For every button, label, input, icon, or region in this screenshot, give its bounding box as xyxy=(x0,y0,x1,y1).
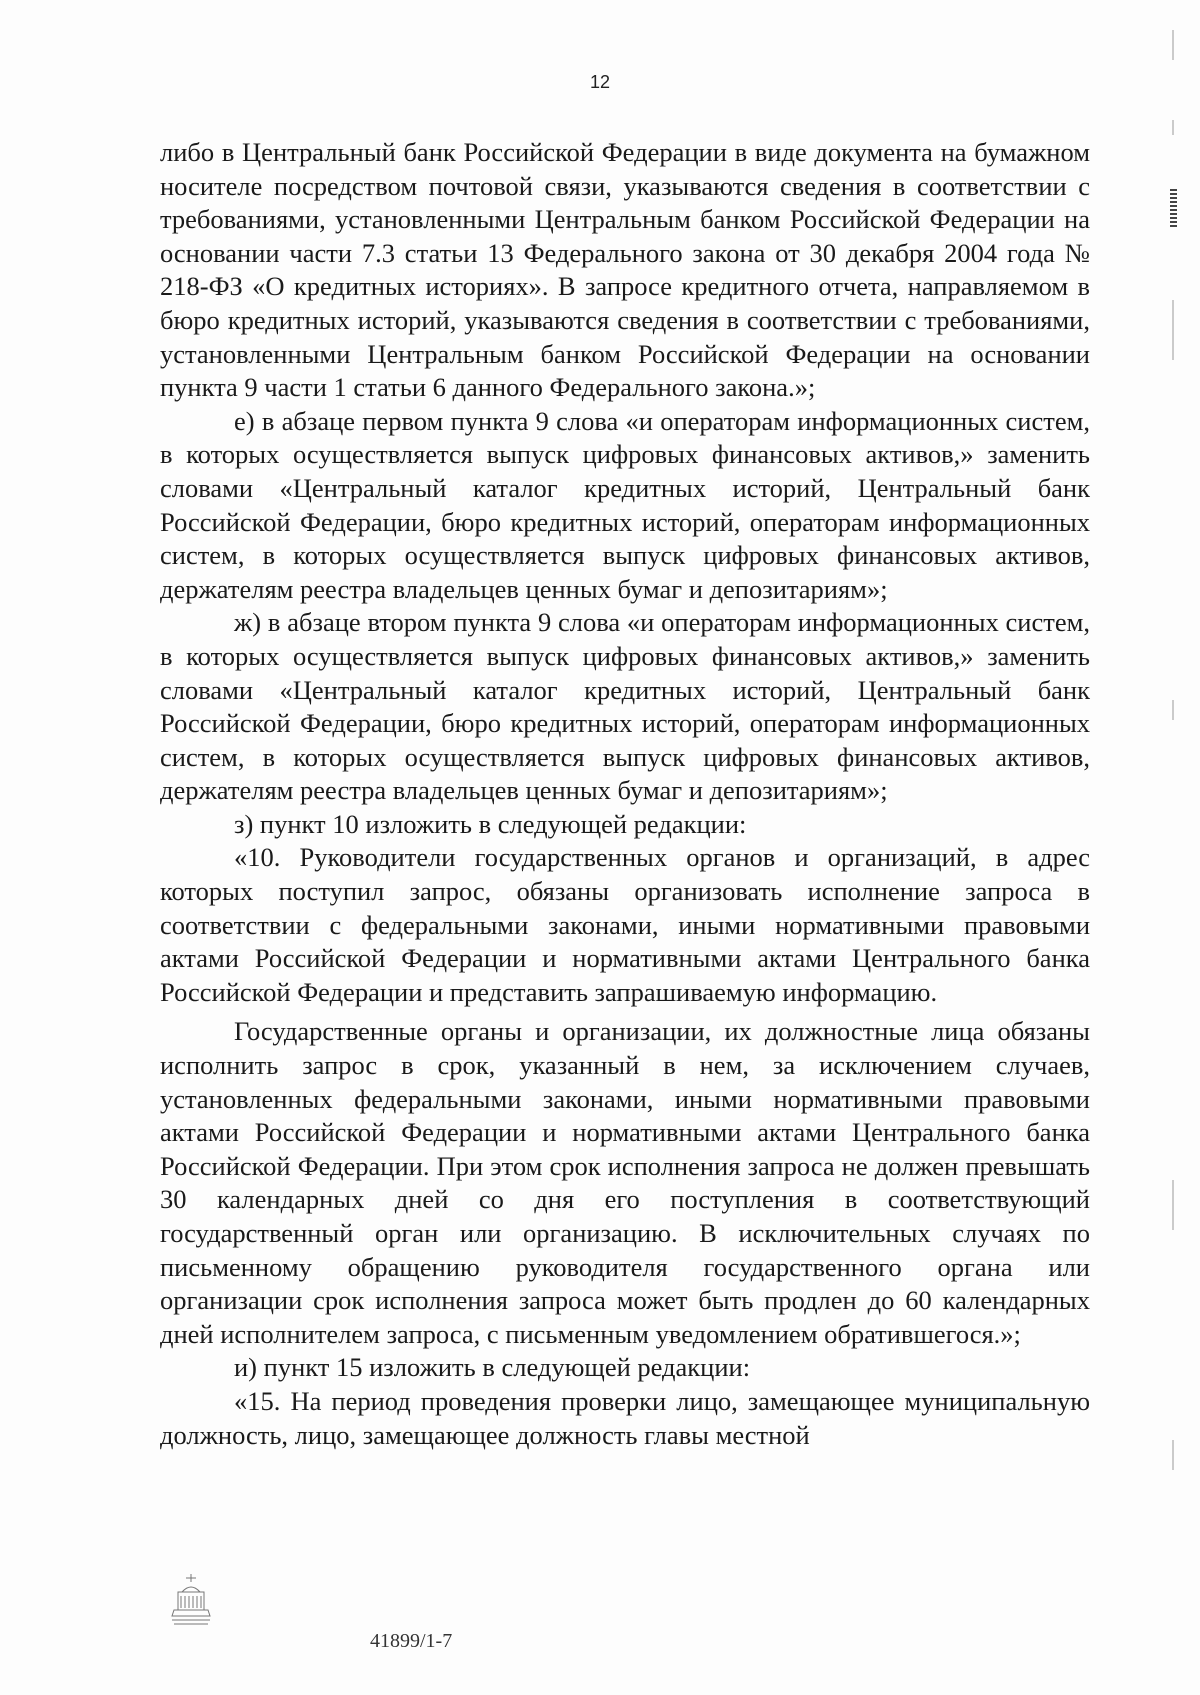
paragraph-item-z: з) пункт 10 изложить в следующей редакции: xyxy=(234,808,747,839)
paragraph-item-zh: ж) в абзаце втором пункта 9 слова «и операторам информационных систем, в которых осуществляется выпуск цифровых финансовых активов,» заменить словами «Центральный каталог кредитных историй, Центральный банк Российской Федерации, бюро кредитных историй, операторам информационных систем, в которых осуществляется выпуск цифровых финансовых активов, держателям реестра владельцев ценных бумаг и депозитариям»; xyxy=(160,607,1090,806)
paragraph-item-i: и) пункт 15 изложить в следующей редакции: xyxy=(234,1352,751,1383)
document-code: 41899/1-7 xyxy=(370,1630,453,1652)
paragraph-point-10: «10. Руководители государственных органов и организаций, в адрес которых поступил запрос, обязаны организовать исполнение запроса в соответствии с федеральными законами, иными нормативными правовыми актами Российской Федерации и нормативными актами Центрального банка Российской Федерации и представить запрашиваемую информацию. xyxy=(160,842,1090,1007)
paragraph-point-10-cont: Государственные органы и организации, их должностные лица обязаны исполнить запрос в срок, указанный в нем, за исключением случаев, установленных федеральными законами, иными нормативными правовыми актами Российской Федерации и нормативными актами Центрального банка Российской Федерации. При этом срок исполнения запроса не должен превышать 30 календарных дней со дня его поступления в соответствующий государственный орган или организацию. В исключительных случаях по письменному обращению руководителя государственного органа или организации срок исполнения запроса может быть продлен до 60 календарных дней исполнителем запроса, с письменным уведомлением обратившегося.»; xyxy=(160,1016,1090,1349)
emblem-icon xyxy=(168,1570,214,1630)
paragraph-item-e: е) в абзаце первом пункта 9 слова «и операторам информационных систем, в которых осуществляется выпуск цифровых финансовых активов,» заменить словами «Центральный каталог кредитных историй, Центральный банк Российской Федерации, бюро кредитных историй, операторам информационных систем, в которых осуществляется выпуск цифровых финансовых активов, держателям реестра владельцев ценных бумаг и депозитариям»; xyxy=(160,405,1090,604)
page-number: 12 xyxy=(589,72,611,92)
document-body xyxy=(160,136,1090,1452)
paragraph-point-15: «15. На период проведения проверки лицо, замещающее муниципальную должность, лицо, замещающее должность главы местной xyxy=(160,1385,1090,1450)
paragraph-continuation: либо в Центральный банк Российской Федерации в виде документа на бумажном носителе посредством почтовой связи, указываются сведения в соответствии с требованиями, установленными Центральным банком Российской Федерации на основании части 7.3 статьи 13 Федерального закона от 30 декабря 2004 года № 218-ФЗ «О кредитных историях». В запросе кредитного отчета, направляемом в бюро кредитных историй, указываются сведения в соответствии с требованиями, установленными Центральным банком Российской Федерации на основании пункта 9 части 1 статьи 6 данного Федерального закона.»; xyxy=(160,137,1090,403)
scan-edge-marks xyxy=(1168,0,1178,1695)
